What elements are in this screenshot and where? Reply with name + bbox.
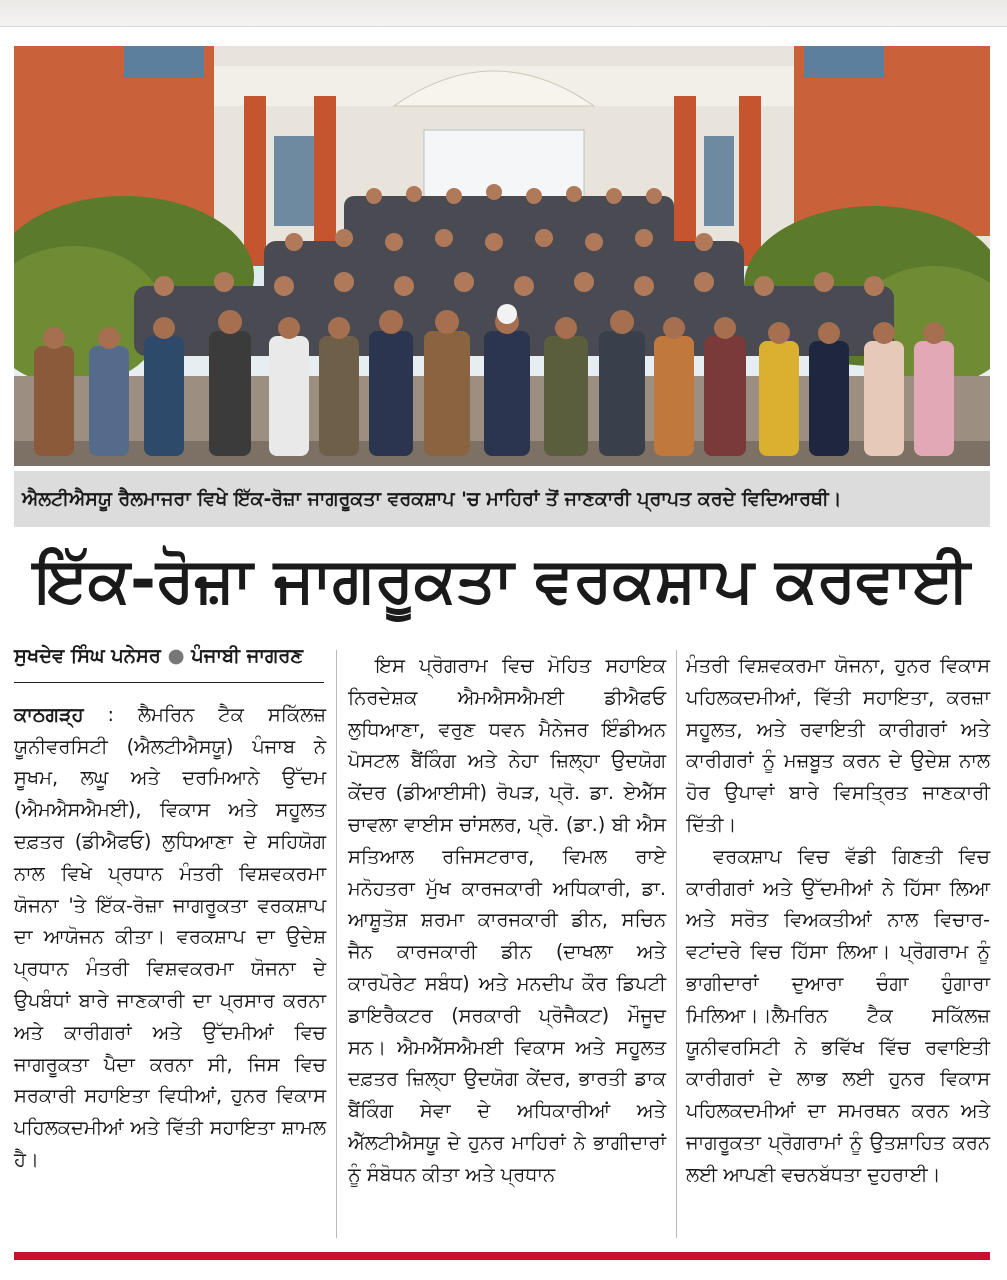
article-column-3 (686, 650, 990, 1191)
byline-rule (14, 682, 324, 683)
group-photo (14, 46, 990, 466)
headline: ਇੱਕ-ਰੋਜ਼ਾ ਜਾਗਰੂਕਤਾ ਵਰਕਸ਼ਾਪ ਕਰਵਾਈ (33, 543, 971, 616)
top-strip (0, 0, 1007, 27)
bottom-red-rule (14, 1252, 990, 1260)
byline-publication: ਪੰਜਾਬੀ ਜਾਗਰਣ (191, 644, 304, 667)
group-photo-illustration (14, 46, 990, 466)
article-column-1 (14, 640, 326, 1176)
byline-author: ਸੁਖਦੇਵ ਸਿੰਘ ਪਨੇਸਰ (14, 644, 161, 667)
article-paragraph (14, 699, 326, 1176)
article-body-col3-p2: ਵਰਕਸ਼ਾਪ ਵਿਚ ਵੱਡੀ ਗਿਣਤੀ ਵਿਚ ਕਾਰੀਗਰਾਂ ਅਤੇ ਉੱਦਮੀਆਂ ਨੇ ਹਿੱਸਾ ਲਿਆ ਅਤੇ ਸਰੋਤ ਵਿਅਕਤੀਆਂ ਨਾਲ ਵਿਚਾਰ-ਵਟਾਂਦਰੇ ਵਿਚ ਹਿੱਸਾ ਲਿਆ। ਪ੍ਰੋਗਰਾਮ ਨੂੰ ਭਾਗੀਦਾਰਾਂ ਦੁਆਰਾ ਚੰਗਾ ਹੁੰਗਾਰਾ ਮਿਲਿਆ।।ਲੈਮਰਿਨ ਟੈਕ ਸਕਿੱਲਜ਼ ਯੂਨੀਵਰਸਿਟੀ ਨੇ ਭਵਿੱਖ ਵਿੱਚ ਰਵਾਇਤੀ ਕਾਰੀਗਰਾਂ ਦੇ ਲਾਭ ਲਈ ਹੁਨਰ ਵਿਕਾਸ ਪਹਿਲਕਦਮੀਆਂ ਦਾ ਸਮਰਥਨ ਕਰਨ ਅਤੇ ਜਾਗਰੂਕਤਾ ਪ੍ਰੋਗਰਾਮਾਂ ਨੂੰ ਉਤਸ਼ਾਹਿਤ ਕਰਨ ਲਈ ਆਪਣੀ ਵਚਨਬੱਧਤਾ ਦੁਹਰਾਈ। (686, 844, 990, 1186)
dateline: ਕਾਠਗੜ੍ਹ (14, 702, 84, 726)
article-column-2 (348, 650, 666, 1191)
article-body-col1: : ਲੈਮਰਿਨ ਟੈਕ ਸਕਿੱਲਜ਼ ਯੂਨੀਵਰਸਿਟੀ (ਐਲਟੀਐਸਯੂ) ਪੰਜਾਬ ਨੇ ਸੂਖਮ, ਲਘੂ ਅਤੇ ਦਰਮਿਆਨੇ ਉੱਦਮ (ਐਮਐਸਐਮਈ), ਵਿਕਾਸ ਅਤੇ ਸਹੂਲਤ ਦਫ਼ਤਰ (ਡੀਐਫਓ) ਲੁਧਿਆਣਾ ਦੇ ਸਹਿਯੋਗ ਨਾਲ ਵਿਖੇ ਪ੍ਰਧਾਨ ਮੰਤਰੀ ਵਿਸ਼ਵਕਰਮਾ ਯੋਜਨਾ 'ਤੇ ਇੱਕ-ਰੋਜ਼ਾ ਜਾਗਰੂਕਤਾ ਵਰਕਸ਼ਾਪ ਦਾ ਆਯੋਜਨ ਕੀਤਾ। ਵਰਕਸ਼ਾਪ ਦਾ ਉਦੇਸ਼ ਪ੍ਰਧਾਨ ਮੰਤਰੀ ਵਿਸ਼ਵਕਰਮਾ ਯੋਜਨਾ ਦੇ ਉਪਬੰਧਾਂ ਬਾਰੇ ਜਾਣਕਾਰੀ ਦਾ ਪ੍ਰਸਾਰ ਕਰਨਾ ਅਤੇ ਕਾਰੀਗਰਾਂ ਅਤੇ ਉੱਦਮੀਆਂ ਵਿਚ ਜਾਗਰੂਕਤਾ ਪੈਦਾ ਕਰਨਾ ਸੀ, ਜਿਸ ਵਿਚ ਸਰਕਾਰੀ ਸਹਾਇਤਾ ਵਿਧੀਆਂ, ਹੁਨਰ ਵਿਕਾਸ ਪਹਿਲਕਦਮੀਆਂ ਅਤੇ ਵਿੱਤੀ ਸਹਾਇਤਾ ਸ਼ਾਮਲ ਹੈ। (14, 702, 326, 1171)
column-divider (676, 650, 677, 1238)
article-body-col3-p1: ਮੰਤਰੀ ਵਿਸ਼ਵਕਰਮਾ ਯੋਜਨਾ, ਹੁਨਰ ਵਿਕਾਸ ਪਹਿਲਕਦਮੀਆਂ, ਵਿੱਤੀ ਸਹਾਇਤਾ, ਕਰਜ਼ਾ ਸਹੂਲਤ, ਅਤੇ ਰਵਾਇਤੀ ਕਾਰੀਗਰਾਂ ਅਤੇ ਕਾਰੀਗਰਾਂ ਨੂੰ ਮਜ਼ਬੂਤ ਕਰਨ ਦੇ ਉਦੇਸ਼ ਨਾਲ ਹੋਰ ਉਪਾਵਾਂ ਬਾਰੇ ਵਿਸਤ੍ਰਿਤ ਜਾਣਕਾਰੀ ਦਿੱਤੀ। (686, 654, 990, 836)
photo-caption: ਐਲਟੀਐਸਯੂ ਰੈਲਮਾਜਰਾ ਵਿਖੇ ਇੱਕ-ਰੋਜ਼ਾ ਜਾਗਰੂਕਤਾ ਵਰਕਸ਼ਾਪ 'ਚ ਮਾਹਿਰਾਂ ਤੋਂ ਜਾਣਕਾਰੀ ਪ੍ਰਾਪਤ ਕਰਦੇ ਵਿਦਿਆਰਥੀ। (14, 471, 990, 527)
byline (14, 640, 326, 672)
article-body-col2: ਇਸ ਪ੍ਰੋਗਰਾਮ ਵਿਚ ਮੋਹਿਤ ਸਹਾਇਕ ਨਿਰਦੇਸ਼ਕ ਐਮਐਸਐਮਈ ਡੀਐਫਓ ਲੁਧਿਆਣਾ, ਵਰੁਣ ਧਵਨ ਮੈਨੇਜਰ ਇੰਡੀਅਨ ਪੋਸਟਲ ਬੈਂਕਿੰਗ ਅਤੇ ਨੇਹਾ ਜ਼ਿਲ੍ਹਾ ਉਦਯੋਗ ਕੇਂਦਰ (ਡੀਆਈਸੀ) ਰੋਪੜ, ਪ੍ਰੋ. ਡਾ. ਏਐੱਸ ਚਾਵਲਾ ਵਾਈਸ ਚਾਂਸਲਰ, ਪ੍ਰੋ. (ਡਾ.) ਬੀ ਐਸ ਸਤਿਆਲ ਰਜਿਸਟਰਾਰ, ਵਿਮਲ ਰਾਏ ਮਨੋਹਤਰਾ ਮੁੱਖ ਕਾਰਜਕਾਰੀ ਅਧਿਕਾਰੀ, ਡਾ. ਆਸ਼ੂਤੋਸ਼ ਸ਼ਰਮਾ ਕਾਰਜਕਾਰੀ ਡੀਨ, ਸਚਿਨ ਜੈਨ ਕਾਰਜਕਾਰੀ ਡੀਨ (ਦਾਖਲਾ ਅਤੇ ਕਾਰਪੋਰੇਟ ਸਬੰਧ) ਅਤੇ ਮਨਦੀਪ ਕੌਰ ਡਿਪਟੀ ਡਾਇਰੈਕਟਰ (ਸਰਕਾਰੀ ਪ੍ਰੋਜੈਕਟ) ਮੌਜੂਦ ਸਨ। ਐਮਐੱਸਐਮਈ ਵਿਕਾਸ ਅਤੇ ਸਹੂਲਤ ਦਫ਼ਤਰ ਜ਼ਿਲ੍ਹਾ ਉਦਯੋਗ ਕੇਂਦਰ, ਭਾਰਤੀ ਡਾਕ ਬੈਂਕਿੰਗ ਸੇਵਾ ਦੇ ਅਧਿਕਾਰੀਆਂ ਅਤੇ ਐੱਲਟੀਐਸਯੂ ਦੇ ਹੁਨਰ ਮਾਹਿਰਾਂ ਨੇ ਭਾਗੀਦਾਰਾਂ ਨੂੰ ਸੰਬੋਧਨ ਕੀਤਾ ਅਤੇ ਪ੍ਰਧਾਨ (348, 654, 666, 1186)
byline-separator: ● (167, 644, 185, 667)
column-divider (336, 650, 337, 1238)
